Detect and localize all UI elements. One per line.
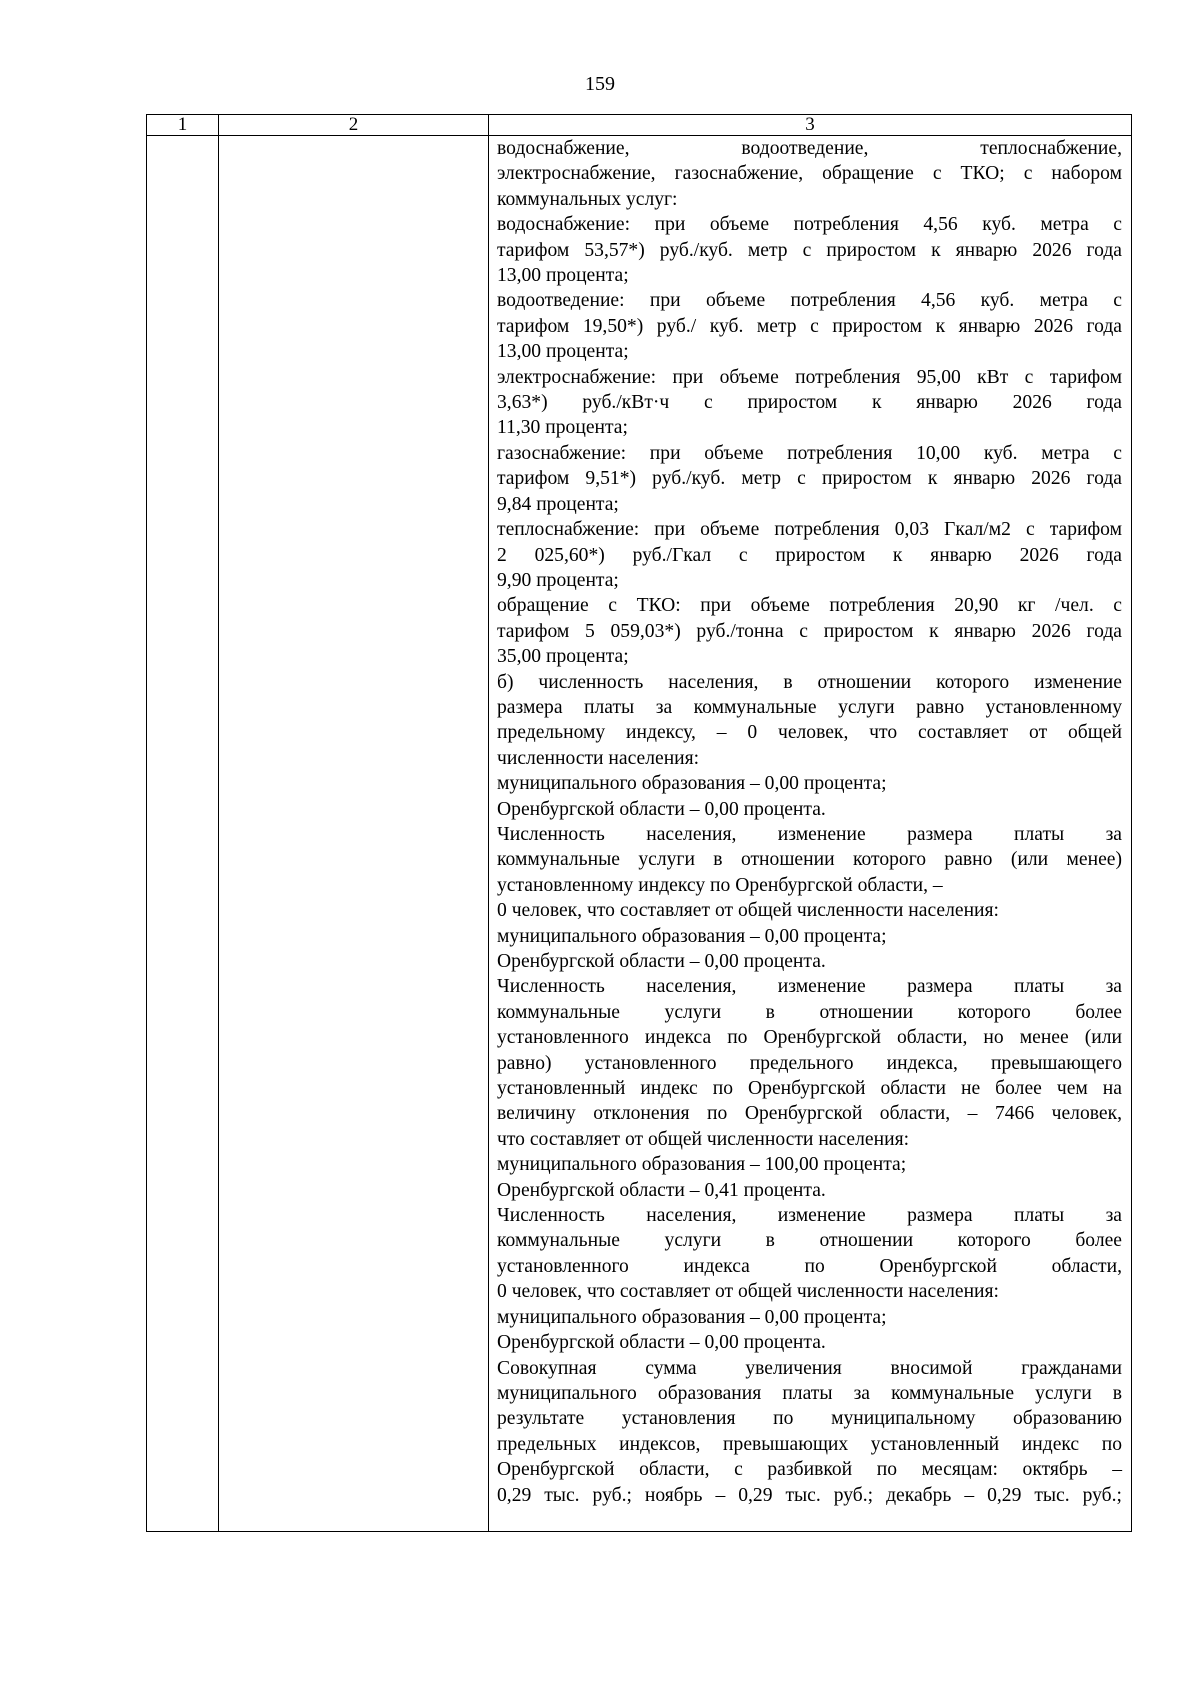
column-header-1: 1 [147,115,219,136]
text-line: 9,84 процента; [497,493,619,515]
text-line: размера платы за коммунальные услуги равно установленному [497,696,1122,718]
table-row [147,136,1132,1532]
text-line: Оренбургской области – 0,00 процента. [497,1332,826,1354]
text-line: 9,90 процента; [497,569,619,591]
text-line: электроснабжение, газоснабжение, обращение с ТКО; с набором [497,163,1122,185]
text-line: 11,30 процента; [497,417,628,439]
text-line: муниципального образования – 0,00 процента; [497,773,887,795]
text-line: Совокупная сумма увеличения вносимой гражданами [497,1357,1122,1379]
text-line: равно) установленного предельного индекса, превышающего [497,1052,1122,1074]
cell-col2 [219,136,489,1532]
text-line: б) численность населения, в отношении которого изменение [497,671,1122,693]
text-line: тарифом 53,57*) руб./куб. метр с приростом к январю 2026 года [497,239,1122,261]
text-line: теплоснабжение: при объеме потребления 0,03 Гкал/м2 с тарифом [497,519,1122,541]
text-line: коммунальных услуг: [497,188,678,210]
text-line: Оренбургской области – 0,41 процента. [497,1179,826,1201]
text-line: муниципального образования – 0,00 процента; [497,925,887,947]
text-line: муниципального образования платы за коммунальные услуги в [497,1382,1122,1404]
text-line: газоснабжение: при объеме потребления 10,00 куб. метра с [497,442,1122,464]
text-line: установленного индекса по Оренбургской области, [497,1255,1122,1277]
text-line: 0 человек, что составляет от общей численности населения: [497,900,1000,922]
text-line: установленный индекс по Оренбургской области не более чем на [497,1078,1122,1100]
cell-col3-text [497,136,1122,1508]
text-line: предельных индексов, превышающих установленный индекс по [497,1433,1122,1455]
text-line: Оренбургской области – 0,00 процента. [497,798,826,820]
text-line: муниципального образования – 100,00 процента; [497,1154,907,1176]
cell-col1 [147,136,219,1532]
text-line: электроснабжение: при объеме потребления 95,00 кВт с тарифом [497,366,1122,388]
text-line: водоснабжение, водоотведение, теплоснабжение, [497,138,1122,159]
text-line: что составляет от общей численности населения: [497,1128,910,1150]
text-line: Численность населения, изменение размера платы за [497,976,1122,998]
text-line: Оренбургской области – 0,00 процента. [497,951,826,972]
text-line: установленного индекса по Оренбургской области, но менее (или [497,1027,1122,1049]
text-line: тарифом 19,50*) руб./ куб. метр с приростом к январю 2026 года [497,315,1122,337]
text-line: численности населения: [497,747,700,769]
text-line: 0,29 тыс. руб.; ноябрь – 0,29 тыс. руб.; декабрь – 0,29 тыс. руб.; [497,1484,1122,1506]
text-line: муниципального образования – 0,00 процента; [497,1306,887,1328]
data-table [146,114,1132,1532]
table-header-row [147,115,1132,136]
text-line: водоотведение: при объеме потребления 4,56 куб. метра с [497,290,1122,312]
text-line: предельному индексу, – 0 человек, что составляет от общей [497,722,1122,744]
text-line: величину отклонения по Оренбургской области, – 7466 человек, [497,1103,1122,1125]
text-line: 35,00 процента; [497,646,629,668]
text-line: коммунальные услуги в отношении которого более [497,1230,1122,1252]
column-header-2: 2 [219,115,489,136]
page-number: 159 [585,73,615,95]
text-line: Численность населения, изменение размера платы за [497,823,1122,845]
text-line: коммунальные услуги в отношении которого более [497,1001,1122,1023]
text-line: 2 025,60*) руб./Гкал с приростом к январю 2026 года [497,544,1122,566]
text-line: 13,00 процента; [497,265,629,287]
text-line: 13,00 процента; [497,341,629,363]
text-line: Оренбургской области, с разбивкой по месяцам: октябрь – [497,1459,1122,1481]
text-line: тарифом 9,51*) руб./куб. метр с приростом к январю 2026 года [497,468,1122,490]
text-line: обращение с ТКО: при объеме потребления 20,90 кг /чел. с [497,595,1122,617]
text-line: тарифом 5 059,03*) руб./тонна с приростом к январю 2026 года [497,620,1122,642]
text-line: 0 человек, что составляет от общей численности населения: [497,1281,1000,1303]
text-line: результате установления по муниципальному образованию [497,1408,1122,1430]
cell-col3 [489,136,1132,1532]
text-line: установленному индексу по Оренбургской области, – [497,874,943,896]
text-line: коммунальные услуги в отношении которого равно (или менее) [497,849,1122,871]
column-header-3: 3 [489,115,1132,136]
text-line: водоснабжение: при объеме потребления 4,56 куб. метра с [497,214,1122,236]
text-line: Численность населения, изменение размера платы за [497,1205,1122,1227]
text-line: 3,63*) руб./кВт·ч с приростом к январю 2026 года [497,392,1122,414]
